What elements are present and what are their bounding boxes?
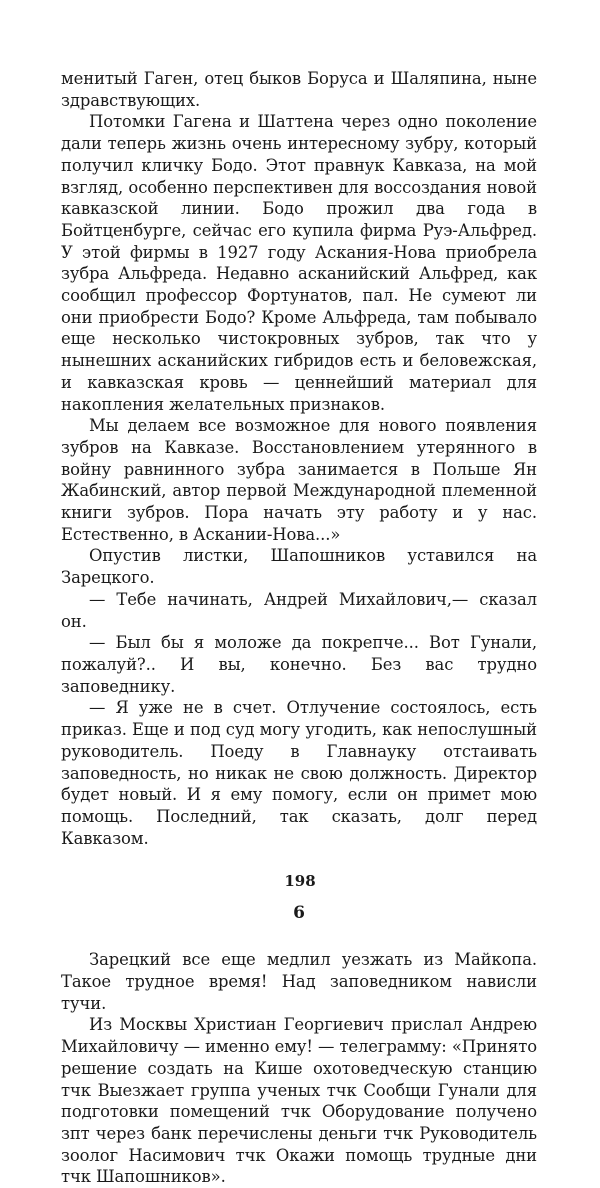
paragraph: Опустив листки, Шапошников уставился на Зарецкого.: [61, 546, 537, 588]
paragraph: — Был бы я моложе да покрепче... Вот Гунали, пожалуй?.. И вы, конечно. Без вас трудно заповеднику.: [61, 633, 537, 696]
paragraph: Зарецкий все еще медлил уезжать из Майкопа. Такое трудное время! Над заповедником нависли тучи.: [61, 950, 537, 1013]
text-before-chapter: [61, 68, 537, 849]
paragraph: Из Москвы Христиан Георгиевич прислал Андрею Михайловичу — именно ему! — телеграмму: «Принято решение создать на Кише охотоведческую станцию тчк Выезжает группа ученых тчк Сообщи Гунали для подготовки помещений тчк Оборудование получено зпт через банк перечислены деньги тчк Руководитель зоолог Насимович тчк Окажи помощь трудные дни тчк Шапошников».: [61, 1015, 537, 1187]
chapter-number: 6: [293, 903, 305, 924]
page-body: [61, 68, 537, 1188]
paragraph: менитый Гаген, отец быков Боруса и Шаляпина, ныне здравствующих.: [61, 69, 537, 110]
paragraph: — Тебе начинать, Андрей Михайлович,— сказал он.: [61, 589, 537, 631]
page-number: 198: [284, 872, 316, 890]
paragraph: Мы делаем все возможное для нового появления зубров на Кавказе. Восстановлением утерянного в войну равнинного зубра занимается в Польше Ян Жабинский, автор первой Международной племенной книги зубров. Пора начать эту работу и у нас. Естественно, в Аскании-Нова...»: [61, 416, 537, 544]
text-after-chapter: [61, 949, 537, 1188]
paragraph: Потомки Гагена и Шаттена через одно поколение дали теперь жизнь очень интересному зубру, который получил кличку Бодо. Этот правнук Кавказа, на мой взгляд, особенно перспективен для воссоздания новой кавказской линии. Бодо прожил два года в Бойтценбурге, сейчас его купила фирма Руэ-Альфред. У этой фирмы в 1927 году Аскания-Нова приобрела зубра Альфреда. Недавно асканийский Альфред, как сообщил профессор Фортунатов, пал. Не сумеют ли они приобрести Бодо? Кроме Альфреда, там побывало еще несколько чистокровных зубров, так что у нынешних асканийских гибридов есть и беловежская, и кавказская кровь — ценнейший материал для накопления желательных признаков.: [61, 112, 537, 414]
paragraph: — Я уже не в счет. Отлучение состоялось, есть приказ. Еще и под суд могу угодить, как непослушный руководитель. Поеду в Главнауку отстаивать заповедность, но никак не свою должность. Директор будет новый. И я ему помогу, если он примет мою помощь. Последний, так сказать, долг перед Кавказом.: [61, 698, 537, 848]
